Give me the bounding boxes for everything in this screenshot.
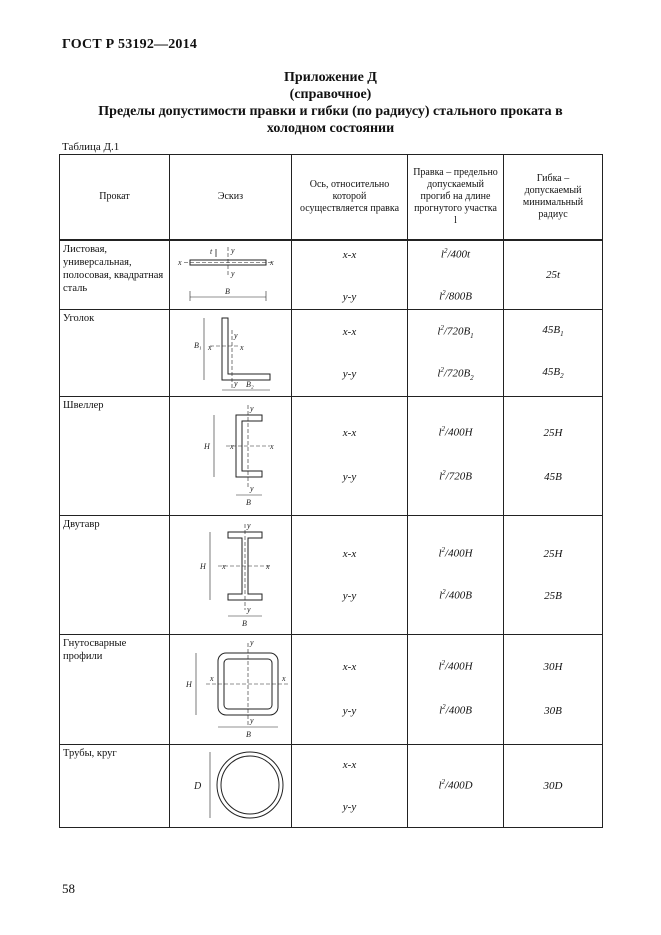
svg-text:y: y bbox=[234, 379, 238, 388]
bending-value: 30H bbox=[543, 661, 563, 673]
channel-sketch bbox=[170, 397, 292, 515]
svg-text:x: x bbox=[266, 562, 270, 571]
svg-text:D: D bbox=[194, 781, 202, 792]
appendix-status: (справочное) bbox=[289, 87, 372, 102]
bending-value: 25t bbox=[545, 269, 561, 281]
svg-text:y: y bbox=[247, 605, 251, 614]
sketch-cell bbox=[170, 240, 292, 310]
svg-text:x: x bbox=[240, 343, 244, 352]
svg-text:x: x bbox=[178, 258, 182, 267]
bending-cell bbox=[504, 310, 603, 397]
product-name: Уголок bbox=[60, 310, 170, 397]
appendix-heading-line2: холодном состоянии bbox=[266, 121, 395, 136]
straightening-value: $l^2/400B$ bbox=[439, 703, 472, 717]
straightening-value: $l^2/720B_2$ bbox=[437, 366, 474, 382]
straightening-value: $l^2/720B_1$ bbox=[437, 324, 474, 340]
col-header-straightening: Правка – предельно допускаемый прогиб на длине прогнутого участка l bbox=[408, 155, 504, 241]
straightening-value: $l^2/400H$ bbox=[438, 546, 473, 560]
axis-value: y-y bbox=[342, 590, 357, 602]
sheet-steel-sketch bbox=[170, 241, 292, 309]
product-name: Трубы, круг bbox=[60, 745, 170, 828]
svg-text:y: y bbox=[250, 638, 254, 647]
round-tube-sketch bbox=[170, 745, 292, 827]
svg-text:y: y bbox=[231, 246, 235, 255]
svg-text:y: y bbox=[250, 484, 254, 493]
straightening-cell bbox=[408, 635, 504, 745]
straightening-cell bbox=[408, 240, 504, 310]
svg-text:y: y bbox=[231, 269, 235, 278]
axis-cell bbox=[292, 240, 408, 310]
bending-value: 30D bbox=[543, 780, 563, 792]
appendix-title: Приложение Д bbox=[284, 70, 377, 85]
sketch-cell bbox=[170, 635, 292, 745]
document-code: ГОСТ Р 53192—2014 bbox=[62, 37, 198, 52]
svg-text:B: B bbox=[246, 498, 251, 507]
svg-text:x: x bbox=[230, 442, 234, 451]
bending-value: 25H bbox=[543, 427, 563, 439]
sketch-cell bbox=[170, 310, 292, 397]
sketch-cell bbox=[170, 397, 292, 516]
product-name: Швеллер bbox=[60, 397, 170, 516]
svg-text:y: y bbox=[250, 404, 254, 413]
angle-sketch bbox=[170, 310, 292, 396]
rectangular-tube-sketch bbox=[170, 635, 292, 744]
table-row bbox=[60, 516, 603, 635]
axis-value: x-x bbox=[342, 326, 357, 338]
svg-text:B₁: B₁ bbox=[194, 341, 202, 350]
col-header-axis: Ось, относительно которой осуществляется правка bbox=[292, 155, 408, 241]
svg-text:x: x bbox=[270, 258, 274, 267]
bending-value: $45B_2$ bbox=[542, 366, 564, 381]
straightening-value: $l^2/400D$ bbox=[438, 778, 473, 792]
axis-value: x-x bbox=[342, 759, 357, 771]
table-row bbox=[60, 310, 603, 397]
svg-text:x: x bbox=[282, 674, 286, 683]
axis-value: x-x bbox=[342, 427, 357, 439]
page-number: 58 bbox=[62, 881, 75, 896]
bending-cell bbox=[504, 635, 603, 745]
svg-text:H: H bbox=[204, 442, 210, 451]
bending-cell bbox=[504, 397, 603, 516]
table-row bbox=[60, 397, 603, 516]
axis-value: x-x bbox=[342, 661, 357, 673]
tolerance-table bbox=[59, 154, 603, 828]
axis-cell bbox=[292, 310, 408, 397]
straightening-cell bbox=[408, 516, 504, 635]
svg-text:y: y bbox=[247, 521, 251, 530]
product-name: Листовая, универсальная, полосовая, квадратная сталь bbox=[60, 240, 170, 310]
svg-text:B: B bbox=[225, 287, 230, 296]
straightening-cell bbox=[408, 745, 504, 828]
bending-cell bbox=[504, 516, 603, 635]
straightening-cell bbox=[408, 310, 504, 397]
table-row bbox=[60, 635, 603, 745]
bending-value: $45B_1$ bbox=[542, 324, 564, 339]
straightening-value: $l^2/400H$ bbox=[438, 659, 473, 673]
table-caption: Таблица Д.1 bbox=[62, 141, 120, 153]
straightening-value: $l^2/800B$ bbox=[439, 289, 472, 303]
svg-text:H: H bbox=[200, 562, 206, 571]
svg-text:x: x bbox=[208, 343, 212, 352]
product-name: Гнутосварные профили bbox=[60, 635, 170, 745]
product-name: Двутавр bbox=[60, 516, 170, 635]
axis-cell bbox=[292, 635, 408, 745]
svg-text:x: x bbox=[270, 442, 274, 451]
axis-value: x-x bbox=[342, 548, 357, 560]
svg-text:x: x bbox=[222, 562, 226, 571]
svg-text:y: y bbox=[234, 331, 238, 340]
sketch-cell bbox=[170, 745, 292, 828]
svg-text:t: t bbox=[210, 247, 213, 256]
col-header-bending: Гибка – допускаемый минимальный радиус bbox=[504, 155, 603, 241]
bending-cell bbox=[504, 745, 603, 828]
straightening-value: $l^2/720B$ bbox=[439, 469, 472, 483]
svg-text:B₂: B₂ bbox=[246, 380, 254, 389]
sketch-cell bbox=[170, 516, 292, 635]
straightening-value: $l^2/400H$ bbox=[438, 425, 473, 439]
axis-value: y-y bbox=[342, 368, 357, 380]
col-header-sketch: Эскиз bbox=[170, 155, 292, 241]
axis-cell bbox=[292, 516, 408, 635]
bending-value: 30B bbox=[544, 705, 562, 717]
bending-value: 25B bbox=[544, 590, 562, 602]
svg-text:H: H bbox=[186, 680, 192, 689]
bending-cell bbox=[504, 240, 603, 310]
i-beam-sketch bbox=[170, 516, 292, 634]
axis-value: y-y bbox=[342, 471, 357, 483]
axis-value: x-x bbox=[342, 249, 357, 261]
svg-text:B: B bbox=[242, 619, 247, 628]
bending-value: 45B bbox=[544, 471, 562, 483]
table-header-row bbox=[60, 155, 603, 241]
appendix-heading-line1: Пределы допустимости правки и гибки (по радиусу) стального проката в bbox=[98, 104, 563, 119]
axis-value: y-y bbox=[342, 705, 357, 717]
col-header-product: Прокат bbox=[60, 155, 170, 241]
axis-value: y-y bbox=[342, 291, 357, 303]
svg-text:B: B bbox=[246, 730, 251, 739]
axis-cell bbox=[292, 397, 408, 516]
svg-text:x: x bbox=[210, 674, 214, 683]
table-row bbox=[60, 240, 603, 310]
table-row bbox=[60, 745, 603, 828]
svg-text:y: y bbox=[250, 716, 254, 725]
straightening-value: $l^2/400t$ bbox=[440, 247, 471, 261]
axis-cell bbox=[292, 745, 408, 828]
axis-value: y-y bbox=[342, 801, 357, 813]
straightening-cell bbox=[408, 397, 504, 516]
bending-value: 25H bbox=[543, 548, 563, 560]
straightening-value: $l^2/400B$ bbox=[439, 588, 472, 602]
